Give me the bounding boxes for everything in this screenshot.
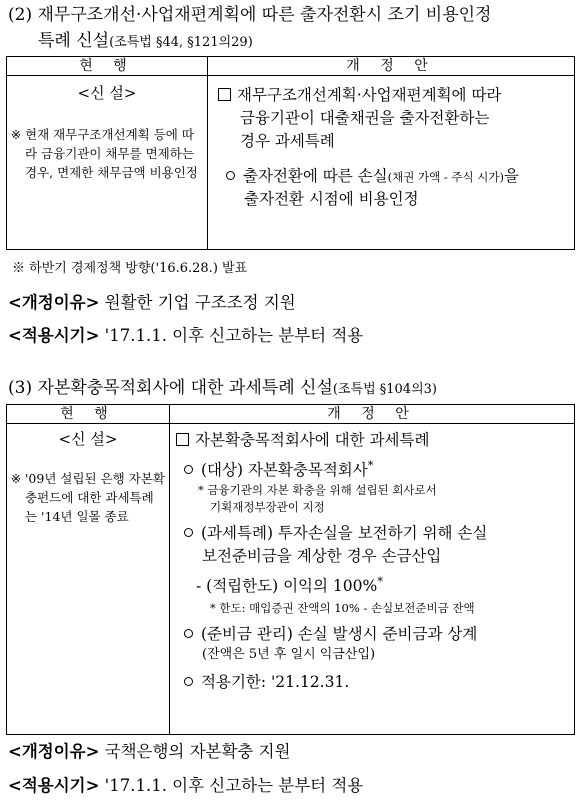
section3-col-current: 현 행 (7, 405, 170, 424)
section3-item3: (준비금 관리) 손실 발생시 준비금과 상계 (176, 623, 568, 646)
section3-current-note-text: '09년 설립된 은행 자본확충펀드에 대한 과세특례는 '14년 일몰 종료 (25, 471, 165, 524)
section2-title-ref: (조특법 §44, §121의29) (109, 35, 253, 50)
section3-item2: (과세특례) 투자손실을 보전하기 위해 손실 (176, 522, 568, 545)
section3-item1: (대상) 자본확충목적회사* (176, 457, 568, 482)
section3-item2-sub: - (적립한도) 이익의 100%* (196, 574, 383, 596)
section3-current-new: <신 설> (58, 430, 118, 448)
circle-bullet-icon (184, 528, 193, 537)
section3-reason: <개정이유> 국책은행의 자본확충 지원 (8, 742, 291, 761)
section2-col-current: 현 행 (7, 57, 208, 76)
section3-current-cell (7, 424, 170, 735)
section2-title-line1: (2) 재무구조개선·사업재편계획에 따른 출자전환시 조기 비용인정 (8, 5, 492, 25)
checkbox-square-icon (218, 88, 231, 101)
section2-current-new: <신 설> (77, 84, 137, 102)
section2-apply: <적용시기> '17.1.1. 이후 신고하는 분부터 적용 (8, 326, 364, 345)
section3-apply: <적용시기> '17.1.1. 이후 신고하는 분부터 적용 (8, 776, 364, 795)
section2-current-cell (7, 76, 208, 250)
section3-item4: 적용기한: '21.12.31. (176, 671, 568, 694)
circle-bullet-icon (184, 465, 193, 474)
section2-title (8, 2, 491, 56)
section2-footnote: ※ 하반기 경제정책 방향('16.6.28.) 발표 (12, 261, 248, 276)
section2-table (6, 56, 575, 250)
section2-current-note-text: 현재 재무구조개선계획 등에 따라 금융기관이 채무를 면제하는 경우, 면제한 채무금액 비용인정 (25, 127, 198, 180)
section2-title-line2 (8, 28, 491, 56)
section3-col-proposed: 개 정 안 (170, 405, 575, 424)
section3-current-note: ※ '09년 설립된 은행 자본확충펀드에 대한 과세특례는 '14년 일몰 종료 (10, 471, 165, 524)
section2-current-note: ※ 현재 재무구조개선계획 등에 따라 금융기관이 채무를 면제하는 경우, 면제한 채무금액 비용인정 (7, 125, 207, 182)
section3-table (6, 404, 575, 735)
checkbox-square-icon (176, 433, 189, 446)
section3-title: (3) 자본확충목적회사에 대한 과세특례 신설(조특법 §104의3) (8, 378, 437, 398)
section3-proposed-title: 자본확충목적회사에 대한 과세특례 (176, 429, 568, 452)
section2-proposed-item: 출자전환에 따른 손실(채권 가액 - 주식 시가)을 (218, 165, 568, 188)
circle-bullet-icon (184, 677, 193, 686)
section2-proposed-cell: 재무구조개선계획·사업재편계획에 따라 금융기관이 대출채권을 출자전환하는 경우 과세특례 출자전환에 따른 손실(채권 가액 - 주식 시가)을 출자전환 시점에 비용인정 (208, 76, 575, 250)
section2-col-proposed: 개 정 안 (208, 57, 575, 76)
circle-bullet-icon (226, 171, 235, 180)
section2-proposed-title: 재무구조개선계획·사업재편계획에 따라 (218, 84, 568, 107)
circle-bullet-icon (184, 629, 193, 638)
section2-reason: <개정이유> 원활한 기업 구조조정 지원 (8, 293, 296, 312)
section3-proposed-cell: 자본확충목적회사에 대한 과세특례 (대상) 자본확충목적회사* * 금융기관의 자본 확충을 위해 설립된 회사로서 기획재정부장관이 지정 (과세특례) 투자손실을 보전하기 위해 손실 보전준비금을 계상한 경우 손금산입 - (적립한도) 이익의 100%* * 한도: 매입증권 잔액의 10% - 손실보전준비금 잔액 (준비금 관리) 손실 발생시 준비금과 상계 (잔액은 5년 후 일시 익금산입) 적용기한: '21.12.31. (170, 424, 575, 735)
section2-title-text: 특례 신설 (38, 31, 110, 51)
